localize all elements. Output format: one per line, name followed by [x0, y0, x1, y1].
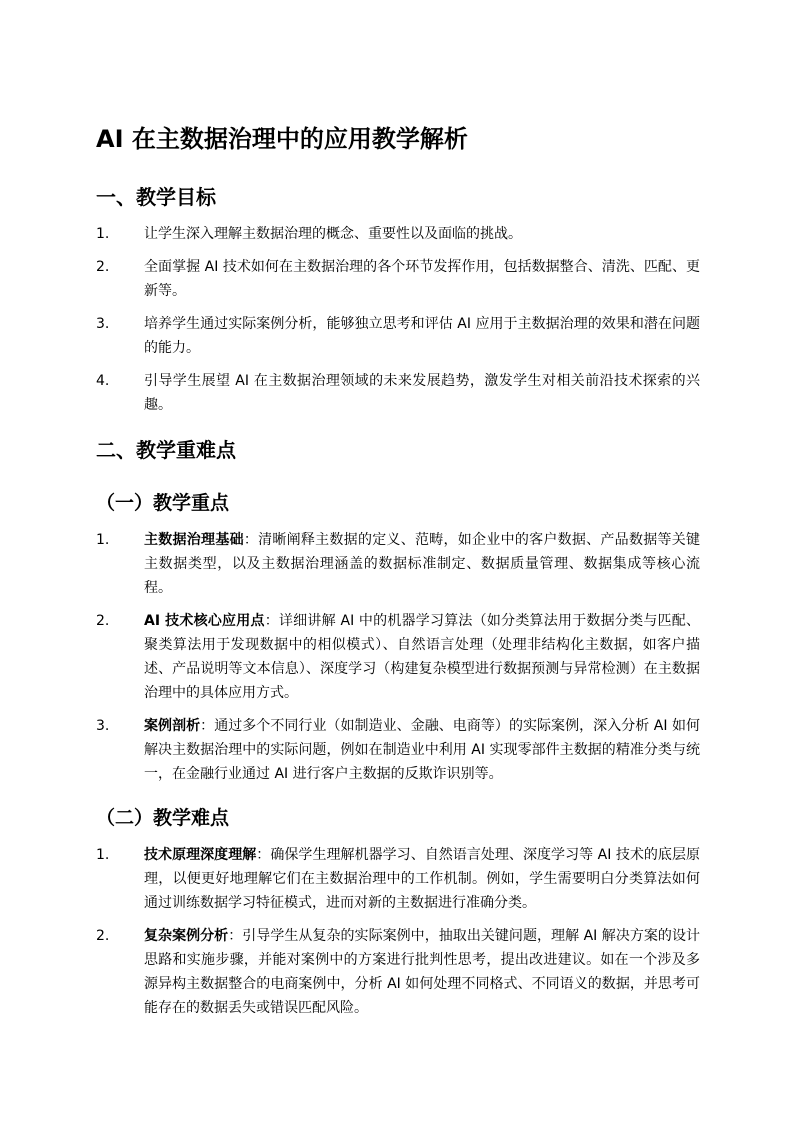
list-item	[96, 222, 700, 246]
list-item	[96, 369, 700, 417]
item-text: ：确保学生理解机器学习、自然语言处理、深度学习等 AI 技术的底层原理，以便更好地理解它们在主数据治理中的工作机制。例如，学生需要明白分类算法如何通过训练数据学习特征模式，进而对新的主数据进行准确分类。	[144, 847, 701, 911]
list-item	[96, 312, 700, 360]
document-title: AI 在主数据治理中的应用教学解析	[96, 125, 468, 153]
item-lead: 案例剖析	[144, 718, 201, 734]
item-number: 1.	[96, 226, 110, 242]
item-text: ：详细讲解 AI 中的机器学习算法（如分类算法用于数据分类与匹配、聚类算法用于发现数据中的相似模式）、自然语言处理（处理非结构化主数据，如客户描述、产品说明等文本信息）、深度学习（构建复杂模型进行数据预测与异常检测）在主数据治理中的具体应用方式。	[144, 613, 700, 701]
teaching-goals-list	[96, 222, 700, 426]
item-number: 3.	[96, 718, 110, 734]
section-heading-key-difficult-points: 二、教学重难点	[96, 438, 236, 462]
item-lead: 复杂案例分析	[144, 928, 229, 944]
list-item	[96, 714, 700, 786]
item-text: ：引导学生从复杂的实际案例中，抽取出关键问题，理解 AI 解决方案的设计思路和实施步骤，并能对案例中的方案进行批判性思考，提出改进建议。如在一个涉及多源异构主数据整合的电商案例中，分析 AI 如何处理不同格式、不同语义的数据，并思考可能存在的数据丢失或错误匹配风险。	[144, 928, 700, 1016]
subsection-heading-difficult-points: （二）教学难点	[96, 807, 230, 829]
item-number: 2.	[96, 928, 110, 944]
item-number: 4.	[96, 373, 110, 389]
list-item	[96, 609, 700, 705]
difficult-points-list	[96, 843, 700, 1029]
list-item	[96, 843, 700, 915]
item-text: 培养学生通过实际案例分析，能够独立思考和评估 AI 应用于主数据治理的效果和潜在问题的能力。	[144, 316, 700, 356]
item-number: 2.	[96, 613, 110, 629]
item-lead: AI 技术核心应用点	[144, 613, 265, 629]
item-lead: 技术原理深度理解	[144, 847, 257, 863]
item-number: 3.	[96, 316, 110, 332]
list-item	[96, 528, 700, 600]
item-number: 1.	[96, 532, 110, 548]
item-text: 让学生深入理解主数据治理的概念、重要性以及面临的挑战。	[144, 226, 522, 242]
item-text: 引导学生展望 AI 在主数据治理领域的未来发展趋势，激发学生对相关前沿技术探索的兴趣。	[144, 373, 700, 413]
item-number: 2.	[96, 259, 110, 275]
item-lead: 主数据治理基础	[144, 532, 244, 548]
item-number: 1.	[96, 847, 110, 863]
subsection-heading-key-points: （一）教学重点	[96, 492, 230, 514]
item-text: 全面掌握 AI 技术如何在主数据治理的各个环节发挥作用，包括数据整合、清洗、匹配、更新等。	[144, 259, 700, 299]
key-points-list	[96, 528, 700, 795]
list-item	[96, 255, 700, 303]
item-text: ：清晰阐释主数据的定义、范畴，如企业中的客户数据、产品数据等关键主数据类型，以及主数据治理涵盖的数据标准制定、数据质量管理、数据集成等核心流程。	[144, 532, 700, 596]
item-text: ：通过多个不同行业（如制造业、金融、电商等）的实际案例，深入分析 AI 如何解决主数据治理中的实际问题，例如在制造业中利用 AI 实现零部件主数据的精准分类与统一，在金融行业通过 AI 进行客户主数据的反欺诈识别等。	[144, 718, 701, 782]
section-heading-teaching-goals: 一、教学目标	[96, 185, 216, 209]
list-item	[96, 924, 700, 1020]
